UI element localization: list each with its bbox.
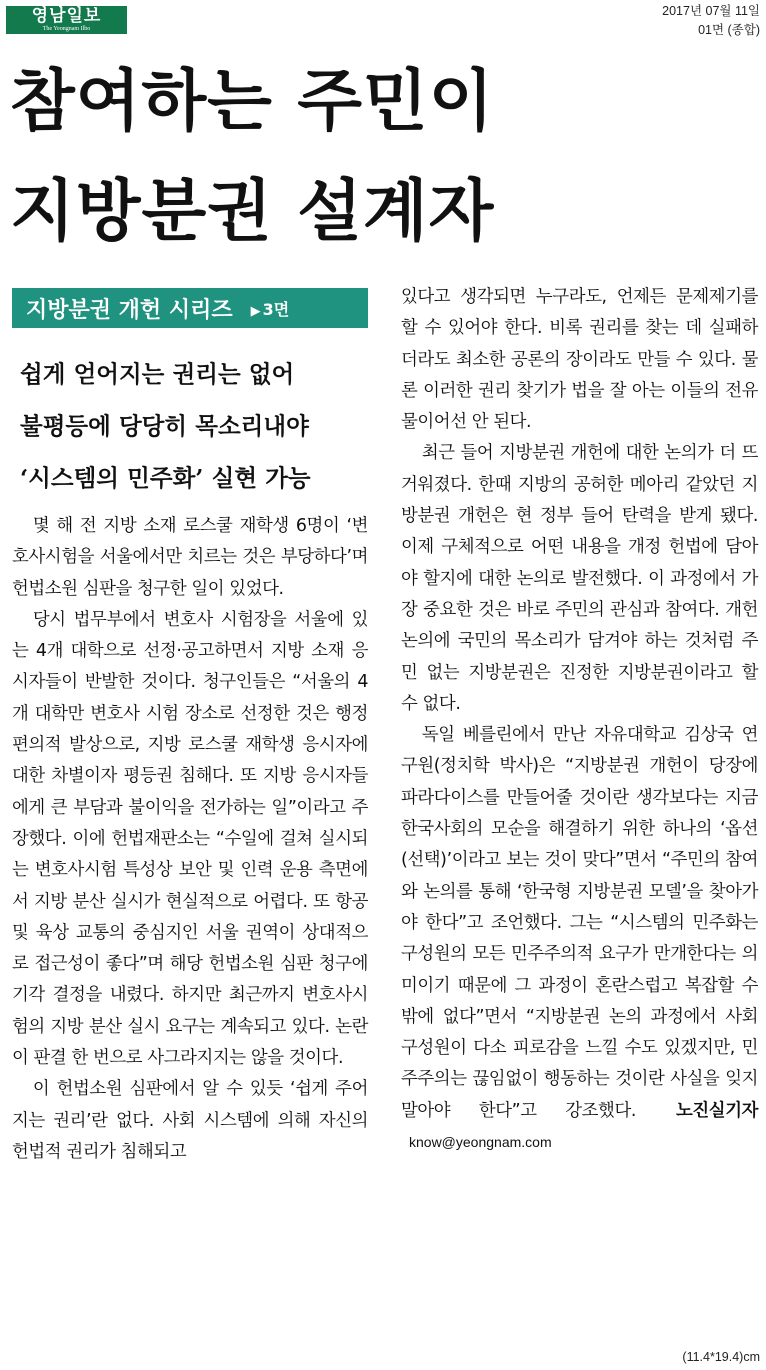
paragraph: 최근 들어 지방분권 개헌에 대한 논의가 더 뜨거워졌다. 한때 지방의 공허한 메아리 같았던 지방분권 개헌은 현 정부 들어 탄력을 받게 됐다. 이제 구체적으로 어떤 내용을 개정 헌법에 담아야 할지에 대한 논의로 발전했다. 이 과정에서 가장 중요한 것은 바로 주민의 관심과 참여다. 개헌 논의에 국민의 목소리가 담겨야 하는 것처럼 주민 없는 지방분권은 진정한 지방분권이라고 할 수 없다. — [401, 443, 758, 714]
series-page-number: 3면 — [262, 299, 290, 319]
paragraph-text: 독일 베를린에서 만난 자유대학교 김상국 연구원(정치학 박사)은 “지방분권 개헌이 당장에 파라다이스를 만들어줄 것이란 생각보다는 지금 한국사회의 모순을 해결하기 위한 하나의 ‘옵션(선택)’이라고 보는 것이 맞다”면서 “주민의 참여와 논의를 통해 ‘한국형 지방분권 모델’을 찾아가야 한다”고 조언했다. 그는 “시스템의 민주화는 구성원의 모든 민주주의적 요구가 만개한다는 의미이기 때문에 그 과정이 혼란스럽고 복잡할 수밖에 없다”면서 “지방분권 논의 과정에서 사회 구성원이 다소 피로감을 느낄 수도 있겠지만, 민주주의는 끊임없이 행동하는 것이란 사실을 잊지 말아야 한다”고 강조했다. — [401, 725, 758, 1121]
newspaper-logo — [6, 6, 127, 34]
paragraph: 이 헌법소원 심판에서 알 수 있듯 ‘쉽게 주어지는 권리’란 없다. 사회 시스템에 의해 자신의 헌법적 권리가 침해되고 — [12, 1079, 368, 1162]
subheadline-2: 불평등에 당당히 목소리내야 — [20, 412, 309, 440]
paragraph — [401, 720, 758, 1158]
article-size-note: (11.4*19.4)cm — [682, 1350, 760, 1364]
issue-section: 01면 (종합) — [698, 23, 760, 37]
article-body-left — [12, 511, 368, 1168]
issue-meta — [662, 2, 760, 40]
article-body-right — [401, 282, 758, 1158]
subheadline-1: 쉽게 얻어지는 권리는 없어 — [20, 360, 295, 388]
series-page-ref — [251, 297, 290, 320]
headline — [10, 46, 750, 266]
series-title: 지방분권 개헌 시리즈 — [26, 297, 233, 323]
paragraph: 몇 해 전 지방 소재 로스쿨 재학생 6명이 ‘변호사시험을 서울에서만 치르는 것은 부당하다’며 헌법소원 심판을 청구한 일이 있었다. — [12, 516, 368, 599]
headline-line-2: 지방분권 설계자 — [10, 172, 495, 250]
subheadline-3: ‘시스템의 민주화’ 실현 가능 — [20, 464, 311, 492]
subheadlines — [20, 348, 368, 504]
issue-date: 2017년 07월 11일 — [662, 4, 760, 18]
paragraph: 있다고 생각되면 누구라도, 언제든 문제제기를 할 수 있어야 한다. 비록 권리를 찾는 데 실패하더라도 최소한 공론의 장이라도 만들 수 있다. 물론 이러한 권리 찾기가 법을 잘 아는 이들의 전유물이어선 안 된다. — [401, 287, 758, 433]
triangle-right-icon: ▶ — [250, 303, 261, 319]
byline-email: know@yeongnam.com — [409, 1134, 552, 1151]
logo-text: 영남일보 — [31, 6, 102, 26]
series-banner — [12, 288, 368, 328]
byline-reporter: 노진실기자 — [676, 1100, 758, 1121]
logo-subtext: The Yeongnam Ilbo — [42, 26, 91, 32]
paragraph: 당시 법무부에서 변호사 시험장을 서울에 있는 4개 대학으로 선정·공고하면서 지방 소재 응시자들이 반발한 것이다. 청구인들은 “서울의 4개 대학만 변호사 시험 장소로 선정한 것은 행정편의적 발상으로, 지방 로스쿨 재학생 응시자에 대한 차별이자 평등권 침해다. 또 지방 응시자들에게 큰 부담과 불이익을 전가하는 일”이라고 주장했다. 이에 헌법재판소는 “수일에 걸쳐 실시되는 변호사시험 특성상 보안 및 인력 운용 측면에서 지방 분산 실시가 현실적으로 어렵다. 또 항공 및 육상 교통의 중심지인 서울 권역이 상대적으로 접근성이 좋다”며 해당 헌법소원 심판 청구에 기각 결정을 내렸다. 하지만 최근까지 변호사시험의 지방 분산 실시 요구는 계속되고 있다. 논란이 판결 한 번으로 사그라지지는 않을 것이다. — [12, 609, 368, 1069]
headline-line-1: 참여하는 주민이 — [10, 62, 495, 140]
